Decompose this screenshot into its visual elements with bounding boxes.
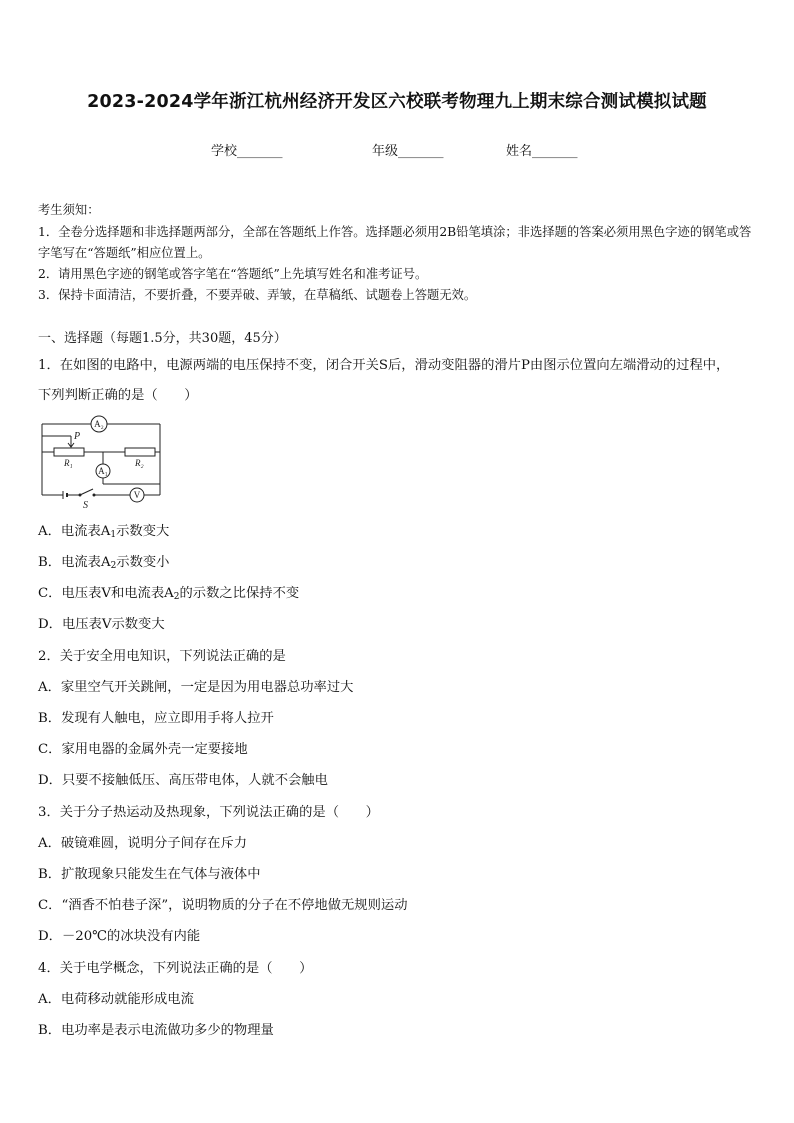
- switch-s-label: S: [83, 500, 88, 510]
- notice-item-3: 3．保持卡面清洁，不要折叠，不要弄破、弄皱，在草稿纸、试题卷上答题无效。: [38, 288, 477, 302]
- circuit-diagram: [36, 414, 166, 510]
- q2-option-b[interactable]: B．发现有人触电，应立即用手将人拉开: [38, 711, 274, 726]
- school-field[interactable]: 学校_______: [211, 144, 283, 159]
- slider-p-label: P: [74, 431, 81, 442]
- q3-option-d[interactable]: D．－20℃的冰块没有内能: [38, 929, 201, 944]
- q3-option-c[interactable]: C．“酒香不怕巷子深”，说明物质的分子在不停地做无规则运动: [38, 898, 408, 913]
- q2-stem: 2．关于安全用电知识，下列说法正确的是: [38, 649, 286, 664]
- section-title: 一、选择题（每题1.5分，共30题，45分）: [38, 331, 287, 346]
- ammeter-a1-label: A₁: [98, 466, 108, 476]
- q4-stem: 4．关于电学概念，下列说法正确的是（ ）: [38, 961, 313, 976]
- q1-option-b[interactable]: B．电流表$A_2$示数变小: [38, 555, 170, 571]
- q2-option-c[interactable]: C．家用电器的金属外壳一定要接地: [38, 742, 248, 757]
- name-field[interactable]: 姓名_______: [506, 144, 578, 159]
- notice-item-2: 2．请用黑色字迹的钢笔或答字笔在“答题纸”上先填写姓名和准考证号。: [38, 267, 428, 281]
- q4-option-a[interactable]: A．电荷移动就能形成电流: [38, 992, 194, 1007]
- q1-option-d[interactable]: D．电压表V示数变大: [38, 617, 165, 632]
- q3-stem: 3．关于分子热运动及热现象，下列说法正确的是（ ）: [38, 805, 379, 820]
- q2-option-a[interactable]: A．家里空气开关跳闸，一定是因为用电器总功率过大: [38, 680, 354, 695]
- notice-item-1: 1．全卷分选择题和非选择题两部分，全部在答题纸上作答。选择题必须用2B铅笔填涂；非选择题的答案必须用黑色字迹的钢笔或答字笔写在“答题纸”相应位置上。: [38, 225, 752, 260]
- grade-field[interactable]: 年级_______: [372, 144, 444, 159]
- notice-heading: 考生须知：: [38, 203, 100, 217]
- q3-option-a[interactable]: A．破镜难圆，说明分子间存在斥力: [38, 836, 248, 851]
- resistor-r1-label: R₁: [64, 458, 73, 468]
- q4-option-b[interactable]: B．电功率是表示电流做功多少的物理量: [38, 1023, 274, 1038]
- q3-option-b[interactable]: B．扩散现象只能发生在气体与液体中: [38, 867, 261, 882]
- q1-stem-line1: 1．在如图的电路中，电源两端的电压保持不变，闭合开关S后，滑动变阻器的滑片P由图示位置向左端滑动的过程中，: [38, 358, 730, 373]
- exam-title: 2023-2024学年浙江杭州经济开发区六校联考物理九上期末综合测试模拟试题: [87, 92, 707, 112]
- q1-stem-line2: 下列判断正确的是（ ）: [38, 388, 198, 403]
- resistor-r2-label: R₂: [135, 458, 144, 468]
- ammeter-a2-label: A₂: [94, 419, 104, 429]
- voltmeter-label: V: [133, 490, 141, 500]
- q1-option-a[interactable]: A．电流表$A_1$示数变大: [38, 524, 170, 540]
- q2-option-d[interactable]: D．只要不接触低压、高压带电体，人就不会触电: [38, 773, 328, 788]
- q1-option-c[interactable]: C．电压表V和电流表$A_2$的示数之比保持不变: [38, 586, 300, 602]
